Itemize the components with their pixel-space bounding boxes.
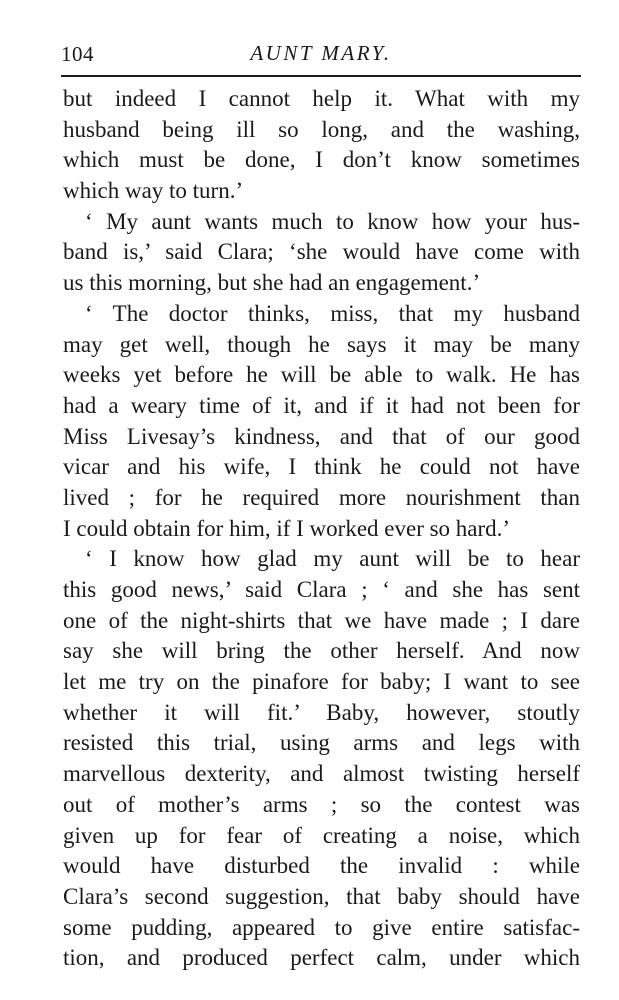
text-line: Miss Livesay’s kindness, and that of our good (63, 423, 580, 449)
running-head (61, 40, 581, 70)
text-line: band is,’ said Clara; ‘she would have come with (63, 239, 580, 265)
text-line: resisted this trial, using arms and legs with (63, 730, 580, 756)
running-title: AUNT MARY. (250, 41, 392, 65)
text-line: tion, and produced perfect calm, under which (63, 945, 580, 971)
text-line: us this morning, but she had an engagement.’ (63, 270, 481, 296)
text-line: which must be done, I don’t know sometimes (63, 147, 580, 173)
text-line: ‘ The doctor thinks, miss, that my husband (85, 300, 580, 326)
text-line: this good news,’ said Clara ; ‘ and she has sent (63, 577, 580, 602)
text-line: I could obtain for him, if I worked ever so hard.’ (63, 515, 511, 541)
text-line: husband being ill so long, and the washing, (63, 116, 580, 142)
text-line: let me try on the pinafore for baby; I want to see (63, 669, 580, 695)
text-line: weeks yet before he will be able to walk. He has (63, 362, 580, 388)
text-line: may get well, though he says it may be many (63, 331, 580, 357)
body-text (63, 84, 580, 974)
text-line: marvellous dexterity, and almost twisting herself (63, 761, 580, 787)
text-line: ‘ My aunt wants much to know how your hus- (85, 208, 580, 234)
text-line: would have disturbed the invalid : while (63, 853, 580, 879)
text-line: lived ; for he required more nourishment than (63, 484, 580, 510)
text-line: had a weary time of it, and if it had not been for (63, 392, 580, 418)
page-number: 104 (61, 42, 94, 66)
text-line: one of the night-shirts that we have made ; I dare (63, 607, 580, 633)
text-line: but indeed I cannot help it. What with my (63, 86, 580, 111)
text-line: whether it will fit.’ Baby, however, stoutly (63, 699, 580, 725)
text-line: given up for fear of creating a noise, which (63, 822, 580, 848)
text-line: Clara’s second suggestion, that baby should have (63, 883, 580, 909)
text-line: ‘ I know how glad my aunt will be to hear (85, 546, 580, 572)
text-line: out of mother’s arms ; so the contest was (63, 791, 580, 817)
text-line: some pudding, appeared to give entire satisfac- (63, 914, 580, 940)
header-rule (61, 75, 581, 77)
text-line: which way to turn.’ (63, 178, 244, 204)
text-line: say she will bring the other herself. And now (63, 638, 580, 664)
text-line: vicar and his wife, I think he could not have (63, 454, 580, 480)
